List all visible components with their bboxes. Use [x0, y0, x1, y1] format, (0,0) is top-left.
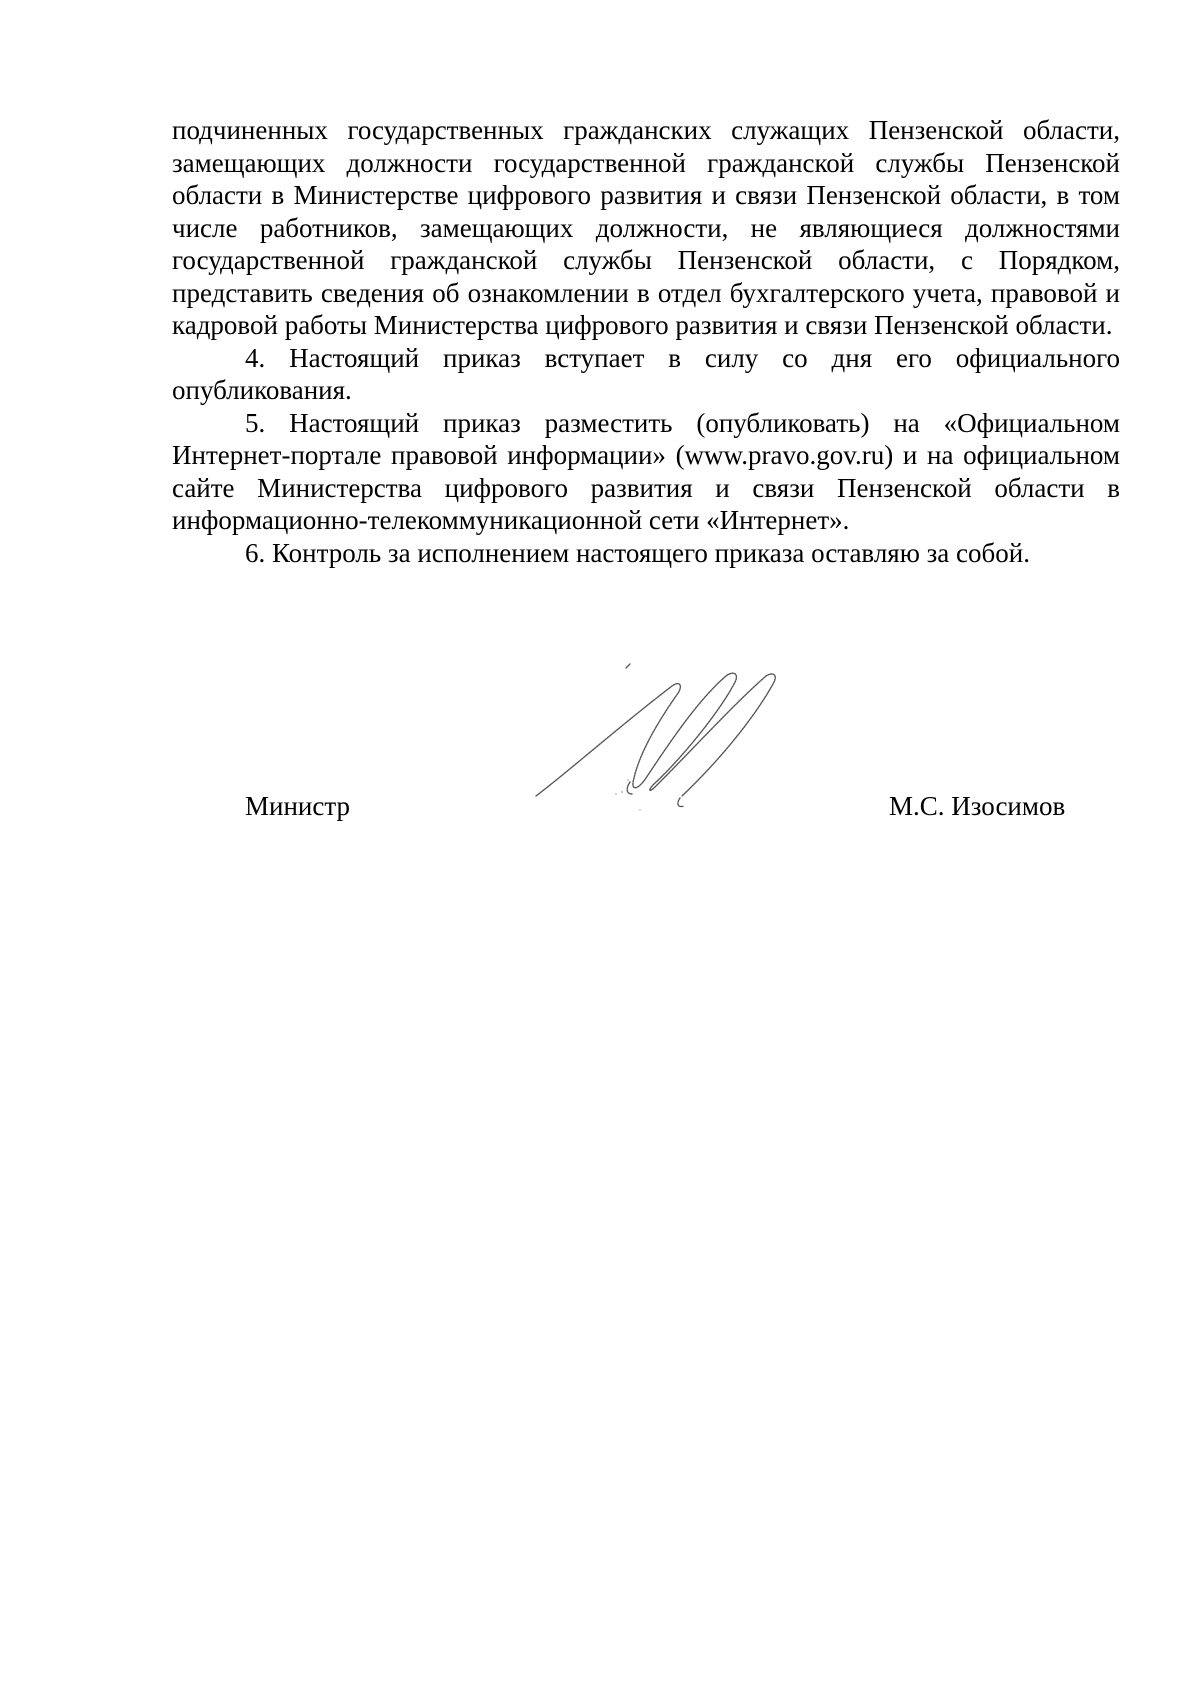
paragraph-6: 6. Контроль за исполнением настоящего приказа оставляю за собой. [245, 537, 1030, 568]
paragraph-5: 5. Настоящий приказ разместить (опубликовать) на «Официальном Интернет-портале правовой информации» (www.pravo.gov.ru) и на официальном сайте Министерства цифрового развития и связи Пензенской области в информационно-телекоммуникационной сети «Интернет». [172, 407, 1120, 535]
signer-name: М.С. Изосимов [889, 791, 1066, 821]
signer-position: Министр [245, 791, 350, 821]
handwritten-signature [530, 660, 830, 830]
paragraph-continuation: подчиненных государственных гражданских служащих Пензенской области, замещающих должности государственной гражданской службы Пензенской области в Министерстве цифрового развития и связи Пензенской области, в том числе работников, замещающих должности, не являющиеся должностями государственной гражданской службы Пензенской области, с Порядком, представить сведения об ознакомлении в отдел бухгалтерского учета, правовой и кадровой работы Министерства цифрового развития и связи Пензенской области. [172, 115, 1120, 340]
paragraph-4: 4. Настоящий приказ вступает в силу со дня его официального опубликования. [172, 342, 1120, 405]
